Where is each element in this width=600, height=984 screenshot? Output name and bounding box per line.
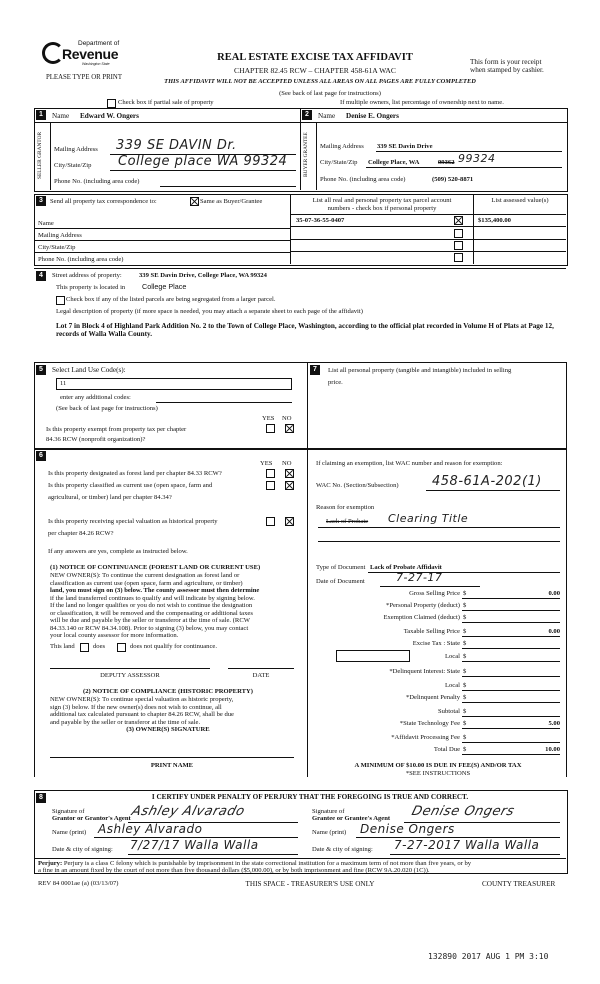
land-does-checkbox[interactable] bbox=[80, 643, 89, 652]
additional-codes-label: enter any additional codes: bbox=[60, 394, 131, 401]
buyer-city-label: City/State/Zip bbox=[320, 159, 358, 166]
excise-state-label: Excise Tax : State bbox=[412, 640, 460, 647]
logo-word: Revenue bbox=[62, 46, 119, 62]
gross-label: Gross Selling Price bbox=[409, 590, 460, 597]
minimum-note-2: *SEE INSTRUCTIONS bbox=[405, 770, 471, 777]
wac-number: 458-61A-202(1) bbox=[432, 474, 542, 489]
parcel-header-1: List all real and personal property tax parcel account bbox=[312, 197, 452, 204]
if-yes-instruction: If any answers are yes, complete as instructed below. bbox=[48, 548, 188, 555]
section-5-number: 5 bbox=[36, 365, 46, 375]
seller-city-label: City/State/Zip bbox=[54, 162, 92, 169]
exemption-deduct-dollar: $ bbox=[463, 614, 467, 621]
notice1-line9: your local county assessor for more information. bbox=[50, 632, 179, 639]
dor-logo bbox=[42, 38, 122, 72]
gross-dollar: $ bbox=[463, 590, 467, 597]
personal-deduct-label: *Personal Property (deduct) bbox=[386, 602, 460, 609]
taxable-dollar: $ bbox=[463, 628, 467, 635]
exempt-q2: 84.36 RCW (nonprofit organization)? bbox=[46, 436, 146, 443]
grantor-print-name: Ashley Alvarado bbox=[98, 822, 203, 836]
delinquent-interest-label: *Delinquent Interest: State bbox=[389, 668, 460, 675]
seller-address-label: Mailing Address bbox=[54, 146, 98, 153]
grantor-date-city: 7/27/17 Walla Walla bbox=[130, 838, 259, 852]
partial-sale-label: Check box if partial sale of property bbox=[118, 99, 214, 106]
notice1-line6: or classification, it will be removed and the compensating or additional taxes bbox=[50, 609, 253, 617]
historic-q-b: per chapter 84.26 RCW? bbox=[48, 530, 114, 537]
grantee-print-name: Denise Ongers bbox=[360, 822, 455, 836]
notice1-line1: NEW OWNER(S): To continue the current designation as forest land or bbox=[50, 572, 240, 579]
deputy-assessor: DEPUTY ASSESSOR bbox=[100, 672, 160, 679]
buyer-address: 339 SE Davin Drive bbox=[377, 143, 433, 150]
notice1-line3: land, you must sign on (3) below. The county assessor must then determine bbox=[50, 587, 260, 594]
notice1-title: (1) NOTICE OF CONTINUANCE (FOREST LAND OR CURRENT USE) bbox=[50, 564, 261, 571]
grantor-sig-label-1: Signature of bbox=[52, 808, 85, 815]
affidavit-fee-dollar: $ bbox=[463, 734, 467, 741]
form-number: REV 84 0001ae (a) (03/13/07) bbox=[38, 880, 119, 887]
buyer-zip-written: 99324 bbox=[458, 152, 496, 165]
partial-sale-checkbox[interactable] bbox=[107, 99, 116, 108]
same-as-buyer-label: Same as Buyer/Grantee bbox=[200, 198, 263, 205]
parcel-3-personal-checkbox[interactable] bbox=[454, 241, 463, 250]
gross-value: 0.00 bbox=[548, 590, 560, 597]
notice1-line2: classification as current use (open space, farm and agriculture, or timber) bbox=[50, 579, 243, 587]
historic-no-checkbox[interactable] bbox=[285, 517, 294, 526]
this-land-label: This land bbox=[50, 643, 75, 650]
parcel-2-personal-checkbox[interactable] bbox=[454, 229, 463, 238]
taxable-value: 0.00 bbox=[548, 628, 560, 635]
street-label: Street address of property: bbox=[52, 272, 122, 279]
located-city: College Place bbox=[142, 282, 187, 291]
buyer-city: College Place, WA bbox=[368, 159, 420, 166]
date-doc-label: Date of Document bbox=[316, 578, 365, 585]
exemption-question: If claiming an exemption, list WAC number and reason for exemption: bbox=[316, 460, 503, 467]
section-1-number: 1 bbox=[36, 110, 46, 120]
street-address: 339 SE Davin Drive, College Place, WA 99324 bbox=[139, 272, 267, 279]
total-dollar: $ bbox=[463, 746, 467, 753]
grantee-sig-label-2: Grantee or Grantee's Agent bbox=[312, 815, 391, 822]
buyer-phone-label: Phone No. (including area code) bbox=[320, 176, 406, 183]
section-7-number: 7 bbox=[310, 365, 320, 375]
local-dollar: $ bbox=[463, 653, 467, 660]
minimum-note-1: A MINIMUM OF $10.00 IS DUE IN FEE(S) AND/OR TAX bbox=[354, 762, 522, 769]
buyer-name: Denise E. Ongers bbox=[346, 112, 399, 120]
total-value: 10.00 bbox=[545, 746, 560, 753]
seller-city: College place WA 99324 bbox=[118, 154, 288, 169]
taxable-label: Taxable Selling Price bbox=[403, 628, 460, 635]
seller-address: 339 SE DAVIN Dr. bbox=[116, 138, 237, 153]
segregated-label: Check box if any of the listed parcels are being segregated from a larger parcel. bbox=[66, 296, 276, 303]
land-does-label: does bbox=[93, 643, 106, 650]
segregated-checkbox[interactable] bbox=[56, 296, 65, 305]
logo-line1: Department of bbox=[78, 40, 120, 47]
reason-struck: Lack of Probate bbox=[326, 518, 369, 525]
wac-label: WAC No. (Section/Subsection) bbox=[316, 482, 399, 489]
recording-stamp: 132890 2017 AUG 1 PM 3:10 bbox=[428, 952, 549, 961]
parcel-4-personal-checkbox[interactable] bbox=[454, 253, 463, 262]
exempt-q1: Is this property exempt from property tax per chapter bbox=[46, 426, 187, 433]
tech-fee-value: 5.00 bbox=[548, 720, 560, 727]
send-correspondence-label: Send all property tax correspondence to: bbox=[50, 198, 157, 205]
affidavit-fee-label: *Affidavit Processing Fee bbox=[391, 734, 460, 741]
historic-yes-checkbox[interactable] bbox=[266, 517, 275, 526]
s3-phone-label: Phone No. (including area code) bbox=[38, 256, 124, 263]
parcel-header-2: numbers - check box if personal property bbox=[327, 205, 437, 212]
personal-deduct-dollar: $ bbox=[463, 602, 467, 609]
buyer-name-label: Name bbox=[318, 112, 336, 120]
forest-question: Is this property designated as forest land per chapter 84.33 RCW? bbox=[48, 470, 222, 477]
total-label: Total Due bbox=[433, 746, 460, 753]
current-use-q-a: Is this property classified as current use (open space, farm and bbox=[48, 482, 213, 489]
delinquent-penalty-dollar: $ bbox=[463, 694, 467, 701]
grantor-sig-label-2: Grantor or Grantor's Agent bbox=[52, 815, 131, 822]
forest-no-checkbox[interactable] bbox=[285, 469, 294, 478]
exempt-yes-checkbox[interactable] bbox=[266, 424, 275, 433]
s5-see-back: (See back of last page for instructions) bbox=[56, 405, 158, 412]
logo-line2: Washington State bbox=[82, 62, 110, 66]
notice1-line7: will be due and payable by the seller or transferor at the time of sale. (RCW bbox=[50, 617, 250, 624]
excise-state-dollar: $ bbox=[463, 640, 467, 647]
forest-yes-checkbox[interactable] bbox=[266, 469, 275, 478]
notice1-line8: 84.33.140 or RCW 84.34.108). Prior to signing (3) below, you may contact bbox=[50, 624, 249, 632]
current-use-no-checkbox[interactable] bbox=[285, 481, 294, 490]
grantee-date-label: Date & city of signing: bbox=[312, 846, 373, 853]
form-subtitle: CHAPTER 82.45 RCW – CHAPTER 458-61A WAC bbox=[234, 66, 396, 75]
notice2-line3: additional tax calculated pursuant to chapter 84.26 RCW, shall be due bbox=[50, 711, 234, 718]
located-label: This property is located in bbox=[56, 284, 126, 291]
notice2-title: (2) NOTICE OF COMPLIANCE (HISTORIC PROPERTY) bbox=[83, 688, 253, 695]
print-name-label: PRINT NAME bbox=[150, 762, 194, 769]
exempt-no-checkbox[interactable] bbox=[285, 424, 294, 433]
grantor-signature: Ashley Alvarado bbox=[129, 804, 247, 819]
land-use-code: 11 bbox=[60, 380, 67, 387]
personal-property-1: List all personal property (tangible and intangible) included in selling bbox=[328, 367, 512, 374]
grantee-signature: Denise Ongers bbox=[409, 804, 517, 819]
notice2-line2: sign (3) below. If the new owner(s) does not wish to continue, all bbox=[50, 703, 222, 711]
logo-swoosh-icon bbox=[42, 42, 64, 64]
section-3-number: 3 bbox=[36, 196, 46, 206]
delinquent-penalty-label: *Delinquent Penalty bbox=[405, 694, 460, 701]
grantee-print-label: Name (print) bbox=[312, 829, 347, 836]
historic-q-a: Is this property receiving special valuation as historical property bbox=[48, 518, 218, 525]
perjury-label: Perjury: bbox=[38, 860, 63, 867]
form-title: REAL ESTATE EXCISE TAX AFFIDAVIT bbox=[217, 52, 413, 63]
notice2-line4: and payable by the seller or transferor at the time of sale. bbox=[50, 718, 201, 726]
notice1-line4: if the land transferred continues to qualify and will indicate by signing below. bbox=[50, 594, 255, 602]
doc-type-label: Type of Document bbox=[316, 564, 366, 571]
s5-yes-header: YES bbox=[262, 415, 275, 422]
reason-written: Clearing Title bbox=[388, 512, 469, 525]
land-use-label: Select Land Use Code(s): bbox=[52, 366, 126, 374]
seller-name-label: Name bbox=[52, 112, 70, 120]
section-6-number: 6 bbox=[36, 451, 46, 461]
s3-name-label: Name bbox=[38, 220, 54, 227]
see-back-note: (See back of last page for instructions) bbox=[279, 90, 381, 97]
land-does-not-checkbox[interactable] bbox=[117, 643, 126, 652]
personal-property-2: price. bbox=[328, 379, 343, 386]
s6-yes-header: YES bbox=[260, 460, 273, 467]
notice1-line5: If the land no longer qualifies or you do not wish to continue the designation bbox=[50, 602, 253, 609]
buyer-address-label: Mailing Address bbox=[320, 143, 364, 150]
perjury-text-1: Perjury is a class C felony which is punishable by imprisonment in the state correctional institution for a maximum term of not more than five years, or by bbox=[63, 860, 472, 867]
s3-city-label: City/State/Zip bbox=[38, 244, 76, 251]
grantee-sig-label-1: Signature of bbox=[312, 808, 345, 815]
receipt-note-1: This form is your receipt bbox=[470, 58, 542, 66]
seller-phone-label: Phone No. (including area code) bbox=[54, 178, 140, 185]
section-7-frame bbox=[306, 362, 567, 450]
exemption-deduct-label: Exemption Claimed (deduct) bbox=[383, 614, 460, 621]
county-treasurer: COUNTY TREASURER bbox=[482, 880, 556, 888]
receipt-note-2: when stamped by cashier. bbox=[470, 66, 544, 74]
local2-dollar: $ bbox=[463, 682, 467, 689]
land-use-field[interactable] bbox=[56, 378, 292, 390]
section-8-number: 8 bbox=[36, 793, 46, 803]
perjury-text-2: a fine in an amount fixed by the court of not more than five thousand dollars ($5,000.00), or by both imprisonment and fine (RCW 9A.20.020 (1C)). bbox=[38, 867, 430, 874]
buyer-side-label: BUYER GRANTEE bbox=[303, 132, 309, 178]
reason-label: Reason for exemption bbox=[316, 504, 375, 511]
tech-fee-dollar: $ bbox=[463, 720, 467, 727]
date-doc: 7-27-17 bbox=[396, 571, 443, 584]
buyer-phone: (509) 520-8871 bbox=[432, 176, 474, 183]
s6-no-header: NO bbox=[282, 460, 292, 467]
subtotal-label: Subtotal bbox=[438, 708, 460, 715]
certify-statement: I CERTIFY UNDER PENALTY OF PERJURY THAT THE FOREGOING IS TRUE AND CORRECT. bbox=[151, 793, 469, 801]
local-box[interactable] bbox=[336, 650, 410, 662]
buyer-zip-struck: 99362 bbox=[438, 159, 455, 166]
s3-address-label: Mailing Address bbox=[38, 232, 82, 239]
doc-type: Lack of Probate Affidavit bbox=[370, 564, 442, 571]
form-warning: THIS AFFIDAVIT WILL NOT BE ACCEPTED UNLESS ALL AREAS ON ALL PAGES ARE FULLY COMPLETED bbox=[164, 78, 476, 85]
multiple-owners-note: If multiple owners, list percentage of ownership next to name. bbox=[340, 99, 504, 106]
seller-name: Edward W. Ongers bbox=[80, 112, 139, 120]
grantor-print-label: Name (print) bbox=[52, 829, 87, 836]
delinquent-interest-dollar: $ bbox=[463, 668, 467, 675]
grantor-date-label: Date & city of signing: bbox=[52, 846, 113, 853]
section-2-number: 2 bbox=[302, 110, 312, 120]
local2-label: Local bbox=[444, 682, 460, 689]
local-label: Local bbox=[444, 653, 460, 660]
land-does-not-label: does not qualify for continuance. bbox=[130, 643, 217, 650]
parcel-1-personal-checkbox[interactable] bbox=[454, 216, 463, 225]
subtotal-dollar: $ bbox=[463, 708, 467, 715]
current-use-yes-checkbox[interactable] bbox=[266, 481, 275, 490]
parcel-number: 35-07-36-55-0407 bbox=[296, 217, 345, 224]
owner-signature-label: (3) OWNER(S) SIGNATURE bbox=[126, 726, 210, 733]
deputy-date: DATE bbox=[252, 672, 270, 679]
assessed-header: List assessed value(s) bbox=[491, 197, 549, 204]
seller-side-label: SELLER GRANTOR bbox=[37, 131, 43, 179]
current-use-q-b: agricultural, or timber) land per chapter 84.34? bbox=[48, 494, 172, 501]
legal-label: Legal description of property (if more space is needed, you may attach a separate sheet to each page of the affidavit) bbox=[56, 308, 363, 315]
notice2-line1: NEW OWNER(S): To continue special valuation as historic property, bbox=[50, 696, 234, 703]
s5-no-header: NO bbox=[282, 415, 292, 422]
tech-fee-label: *State Technology Fee bbox=[399, 720, 460, 727]
legal-description: Lot 7 in Block 4 of Highland Park Addition No. 2 to the Town of College Place, Washington, according to the official plat recorded in Volume H of Plats at Page 12, records of Walla Walla County. bbox=[56, 322, 554, 339]
please-type: PLEASE TYPE OR PRINT bbox=[46, 74, 122, 81]
same-as-buyer-checkbox[interactable] bbox=[190, 197, 199, 206]
treasurer-use: THIS SPACE - TREASURER'S USE ONLY bbox=[245, 880, 375, 888]
assessed-value: $135,400.00 bbox=[478, 217, 511, 224]
section-4-number: 4 bbox=[36, 271, 46, 281]
grantee-date-city: 7-27-2017 Walla Walla bbox=[394, 838, 540, 852]
